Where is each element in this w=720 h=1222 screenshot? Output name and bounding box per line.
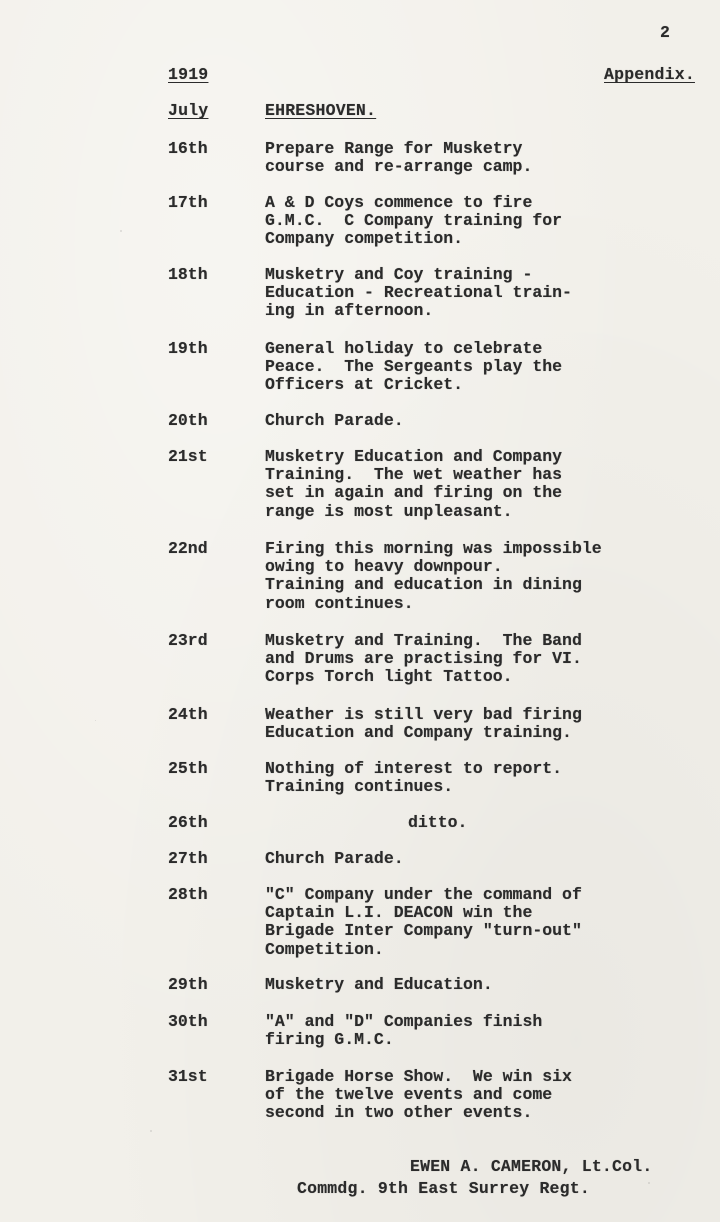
entry-text-ditto: ditto. xyxy=(408,813,468,832)
entry-text: Musketry and Education. xyxy=(265,975,493,994)
entry-text: Firing this morning was impossible owing to heavy downpour. Training and education in dining room continues. xyxy=(265,539,602,613)
entry-day: 26th xyxy=(168,813,208,832)
entry-day: 20th xyxy=(168,411,208,430)
paper-speck xyxy=(95,720,96,721)
entry-text: Nothing of interest to report. Training continues. xyxy=(265,759,563,797)
entry-text: A & D Coys commence to fire G.M.C. C Company training for Company competition. xyxy=(265,193,563,249)
entry-text: "A" and "D" Companies finish firing G.M.C. xyxy=(265,1012,543,1050)
page-number: 2 xyxy=(660,23,671,42)
entry-text: Church Parade. xyxy=(265,411,404,430)
signature-title: Commdg. 9th East Surrey Regt. xyxy=(297,1179,590,1198)
entry-day: 31st xyxy=(168,1067,208,1086)
entry-text: "C" Company under the command of Captain L.I. DEACON win the Brigade Inter Company "turn-out" Competition. xyxy=(265,885,582,959)
entry-text: Prepare Range for Musketry course and re-arrange camp. xyxy=(265,139,533,177)
entry-day: 28th xyxy=(168,885,208,904)
month-heading: July xyxy=(168,101,209,120)
entry-text: Musketry Education and Company Training. The wet weather has set in again and firing on the range is most unpleasant. xyxy=(265,447,563,521)
paper-speck xyxy=(648,1182,650,1184)
entry-day: 19th xyxy=(168,339,208,358)
paper-speck xyxy=(120,230,122,232)
entry-text: Musketry and Training. The Band and Drums are practising for VI. Corps Torch light Tattoo. xyxy=(265,631,582,687)
entry-text: General holiday to celebrate Peace. The Sergeants play the Officers at Cricket. xyxy=(265,339,563,395)
entry-text: Brigade Horse Show. We win six of the twelve events and come second in two other events. xyxy=(265,1067,572,1123)
entry-day: 27th xyxy=(168,849,208,868)
year-heading: 1919 xyxy=(168,65,209,84)
entry-text: Church Parade. xyxy=(265,849,404,868)
entry-day: 16th xyxy=(168,139,208,158)
entry-day: 21st xyxy=(168,447,208,466)
entry-day: 24th xyxy=(168,705,208,724)
entry-day: 30th xyxy=(168,1012,208,1031)
appendix-heading: Appendix. xyxy=(604,65,695,84)
entry-day: 23rd xyxy=(168,631,208,650)
entry-day: 25th xyxy=(168,759,208,778)
entry-text: Weather is still very bad firing Education and Company training. xyxy=(265,705,582,743)
place-heading: EHRESHOVEN. xyxy=(265,101,377,120)
entry-day: 18th xyxy=(168,265,208,284)
paper-speck xyxy=(150,1130,152,1132)
entry-day: 17th xyxy=(168,193,208,212)
entry-text: Musketry and Coy training - Education - Recreational train- ing in afternoon. xyxy=(265,265,572,321)
entry-day: 22nd xyxy=(168,539,208,558)
signature-name: EWEN A. CAMERON, Lt.Col. xyxy=(410,1157,653,1176)
entry-day: 29th xyxy=(168,975,208,994)
